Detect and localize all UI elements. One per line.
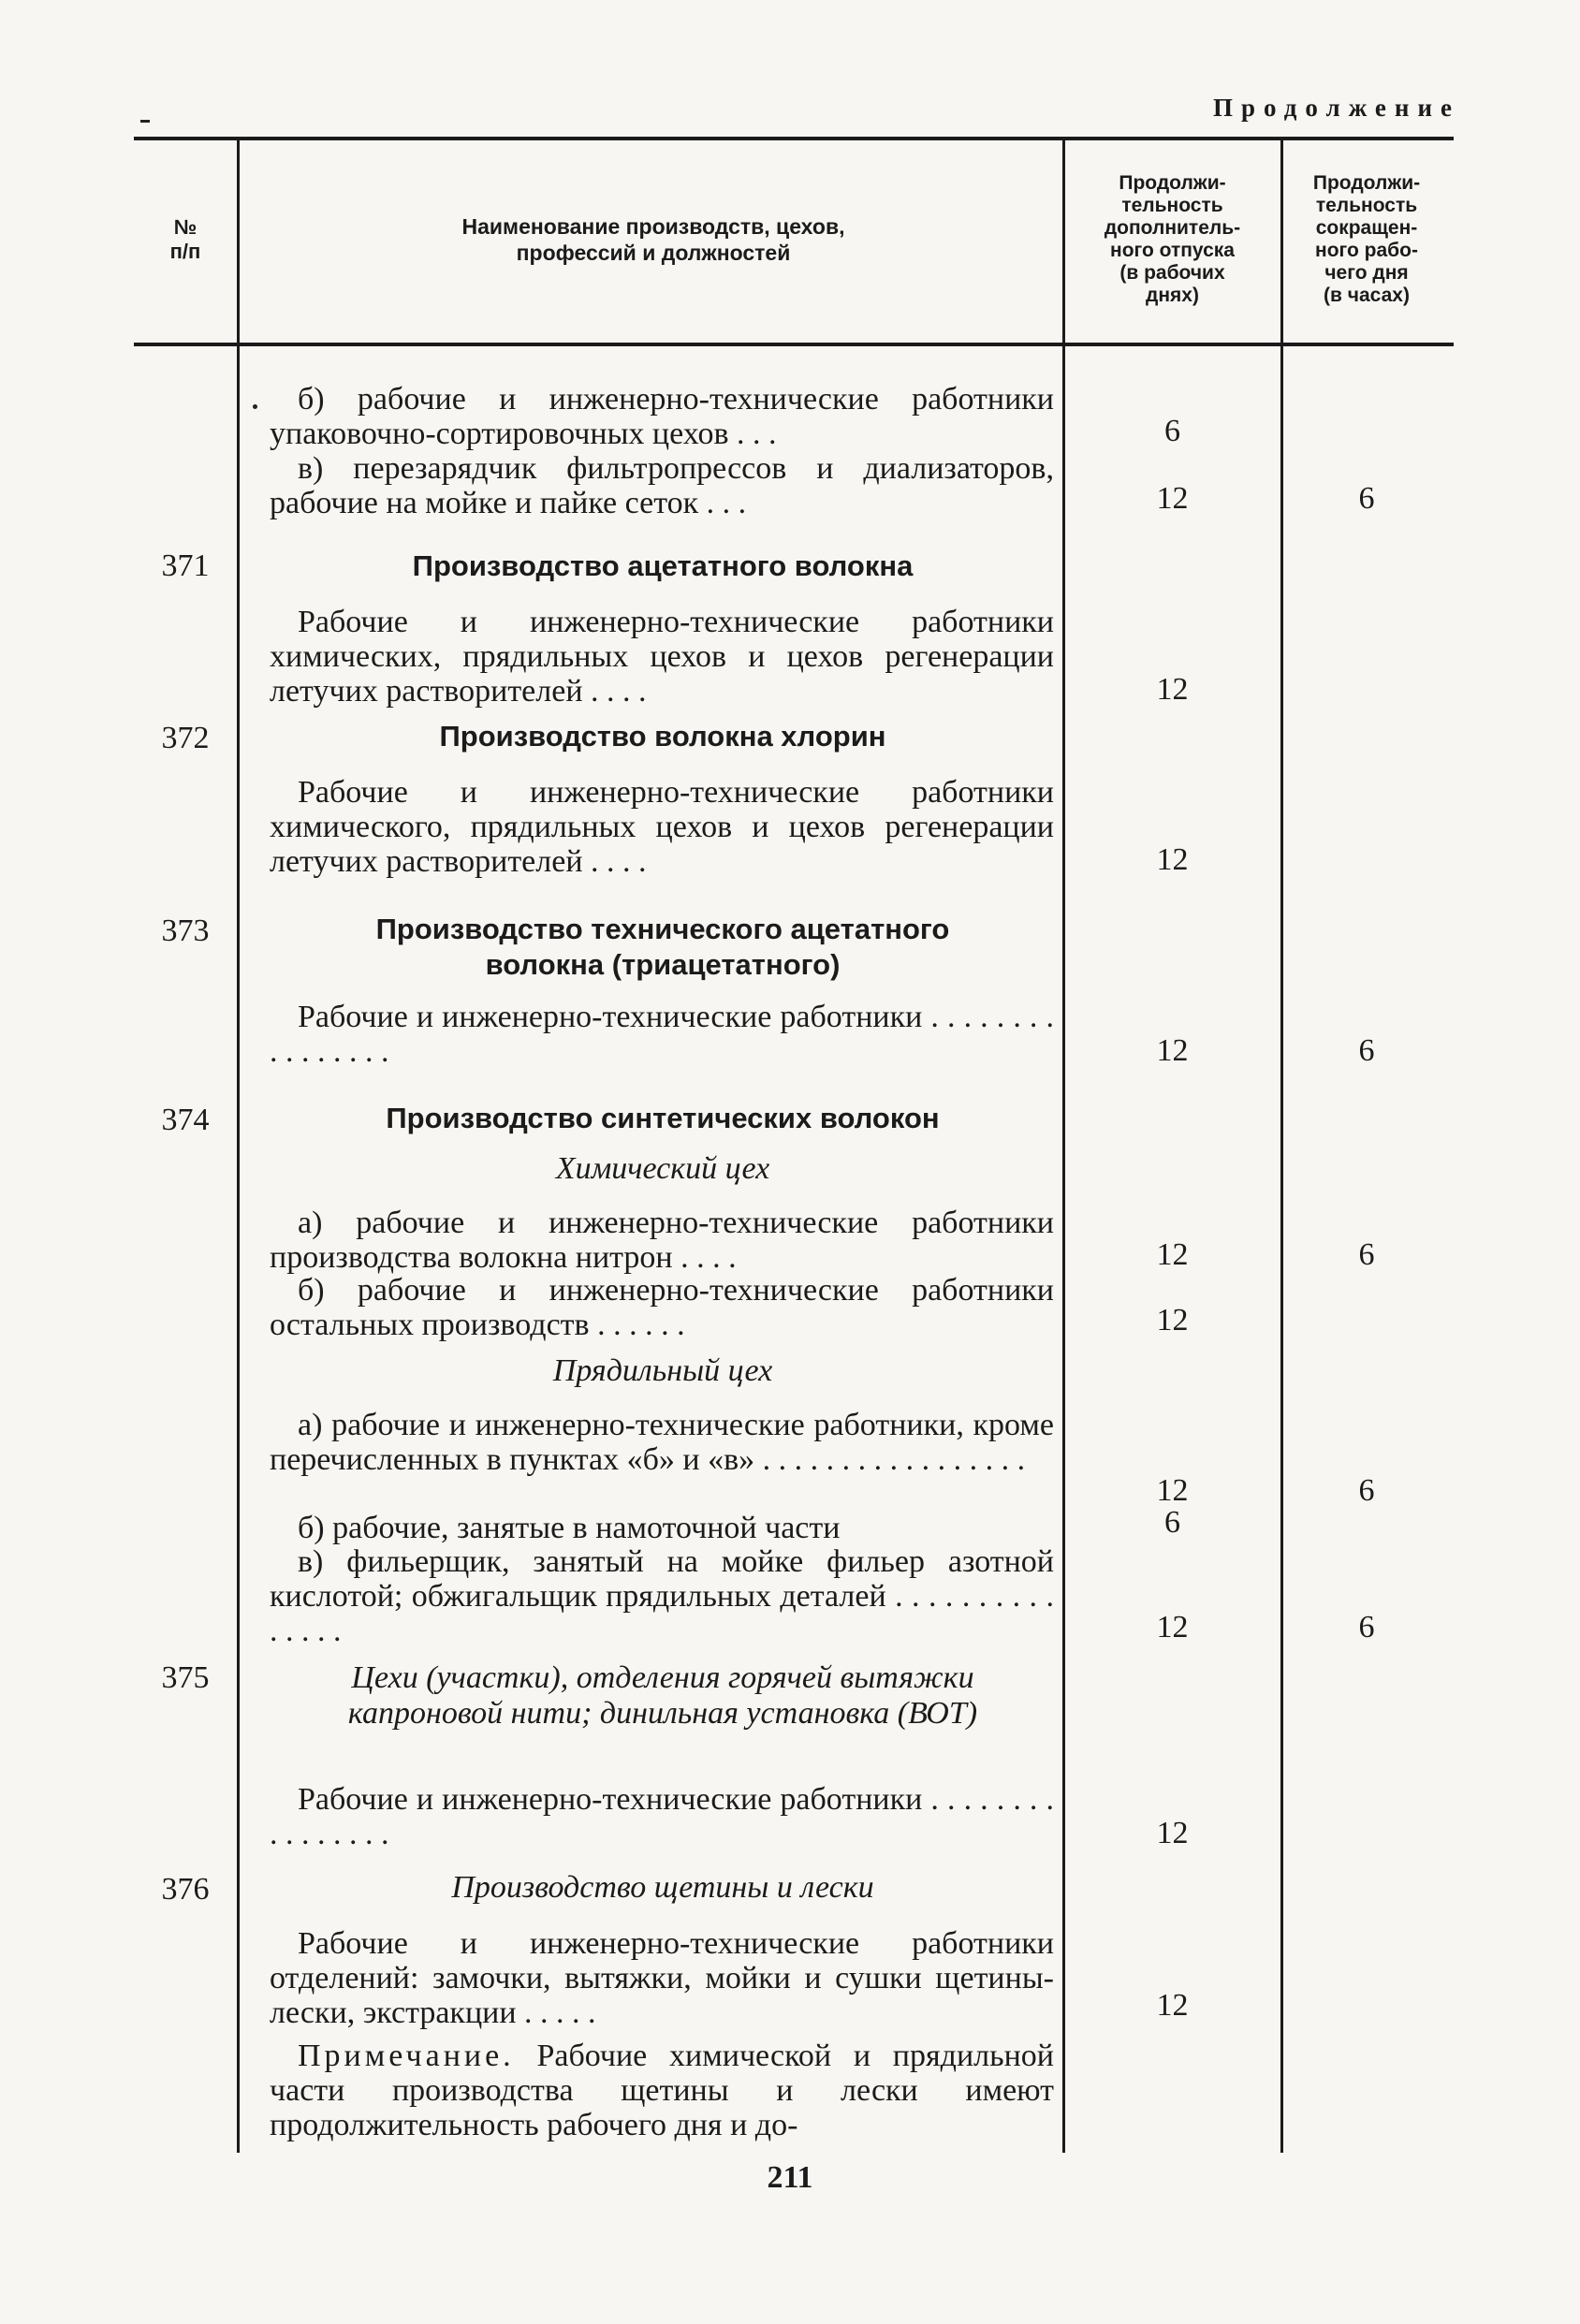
row-leave-374-b2: 6 [1164,1505,1180,1540]
row-text-374-a1: а) рабочие и инженерно-технические работники производства волокна нитрон . . . . [270,1206,1054,1275]
row-leave-b: 6 [1164,414,1180,448]
note-text: Рабочие химической и прядильной части производства щетины и лески имеют продолжительность рабочего дня и до- [270,2039,1055,2142]
section-title-372: Производство волокна хлорин [439,720,886,753]
row-leave-373: 12 [1156,1033,1189,1068]
continuation-label: Продолжение [1213,94,1460,122]
row-leave-375: 12 [1156,1816,1189,1850]
row-leave-374-b1: 12 [1156,1303,1189,1337]
note-label: Примечание. [298,2039,515,2073]
row-hours-374-c2: 6 [1358,1610,1375,1644]
column-divider-name [1062,140,1065,2153]
section-title-374: Производство синтетических волокон [386,1102,940,1134]
section-title-371: Производство ацетатного волокна [412,549,914,582]
column-divider-num [237,140,240,2153]
row-text-373: Рабочие и инженерно-технические работники . . . . . . . . . . . . . . . . [270,1000,1054,1069]
row-text-374-a2: а) рабочие и инженерно-технические работники, кроме перечисленных в пунктах «б» и «в» . . . . . . . . . . . . . . . . . [270,1408,1054,1477]
row-text-b: б) рабочие и инженерно-технические работники упаковочно-сортировочных цехов . . . [270,382,1054,451]
row-text-371: Рабочие и инженерно-технические работники химических, прядильных цехов и цехов регенерации летучих растворителей . . . . [270,605,1054,709]
row-hours-373: 6 [1358,1033,1375,1068]
page-number: 211 [767,2160,813,2195]
header-cell-name: Наименование производств, цехов, профессий и должностей [461,214,845,265]
row-leave-371: 12 [1156,672,1189,707]
row-text-374-b1: б) рабочие и инженерно-технические работники остальных производств . . . . . . [270,1273,1054,1342]
bullet-mark [253,404,257,409]
row-hours-374-a1: 6 [1358,1237,1375,1272]
subsection-spinning: Прядильный цех [552,1353,773,1388]
section-title-373: Производство технического ацетатного волокна (триацетатного) [375,913,950,981]
header-cell-number: № п/п [169,215,201,263]
row-leave-374-a1: 12 [1156,1237,1189,1272]
row-number-375: 375 [161,1660,210,1695]
header-cell-leave: Продолжи- тельность дополнитель- ного отпуска (в рабочих днях) [1104,172,1241,306]
row-text-376: Рабочие и инженерно-технические работники отделений: замочки, вытяжки, мойки и сушки щетины-лески, экстракции . . . . . [270,1926,1054,2030]
row-text-372: Рабочие и инженерно-технические работники химического, прядильных цехов и цехов регенерации летучих растворителей . . . . [270,775,1054,879]
row-text-v: в) перезарядчик фильтропрессов и диализаторов, рабочие на мойке и пайке сеток . . . [270,451,1054,520]
margin-tick [140,120,150,123]
row-number-371: 371 [161,548,210,583]
row-text-375: Рабочие и инженерно-технические работники . . . . . . . . . . . . . . . . [270,1782,1054,1851]
row-hours-374-a2: 6 [1358,1473,1375,1508]
note-376 [270,2039,1054,2142]
row-hours-v: 6 [1358,481,1375,516]
section-title-376: Производство щетины и лески [451,1870,874,1905]
subsection-chemical: Химический цех [555,1151,770,1186]
header-cell-hours: Продолжи- тельность сокращен- ного рабо- чего дня (в часах) [1312,172,1421,306]
table-header-rule [134,343,1454,346]
row-leave-376: 12 [1156,1988,1189,2023]
row-leave-372: 12 [1156,842,1189,877]
row-leave-374-a2: 12 [1156,1473,1189,1508]
column-divider-leave [1280,140,1283,2153]
section-title-375: Цехи (участки), отделения горячей вытяжки капроновой нити; динильная установка (ВОТ) [347,1660,978,1731]
row-text-374-c2: в) фильерщик, занятый на мойке фильер азотной кислотой; обжигальщик прядильных деталей . . . . . . . . . . . . . . . [270,1544,1054,1648]
row-number-372: 372 [161,721,210,755]
row-leave-374-c2: 12 [1156,1610,1189,1644]
row-number-374: 374 [161,1103,210,1137]
row-number-373: 373 [161,914,210,948]
row-leave-v: 12 [1156,481,1189,516]
row-text-374-b2: б) рабочие, занятые в намоточной части [298,1511,841,1545]
row-number-376: 376 [161,1872,210,1907]
